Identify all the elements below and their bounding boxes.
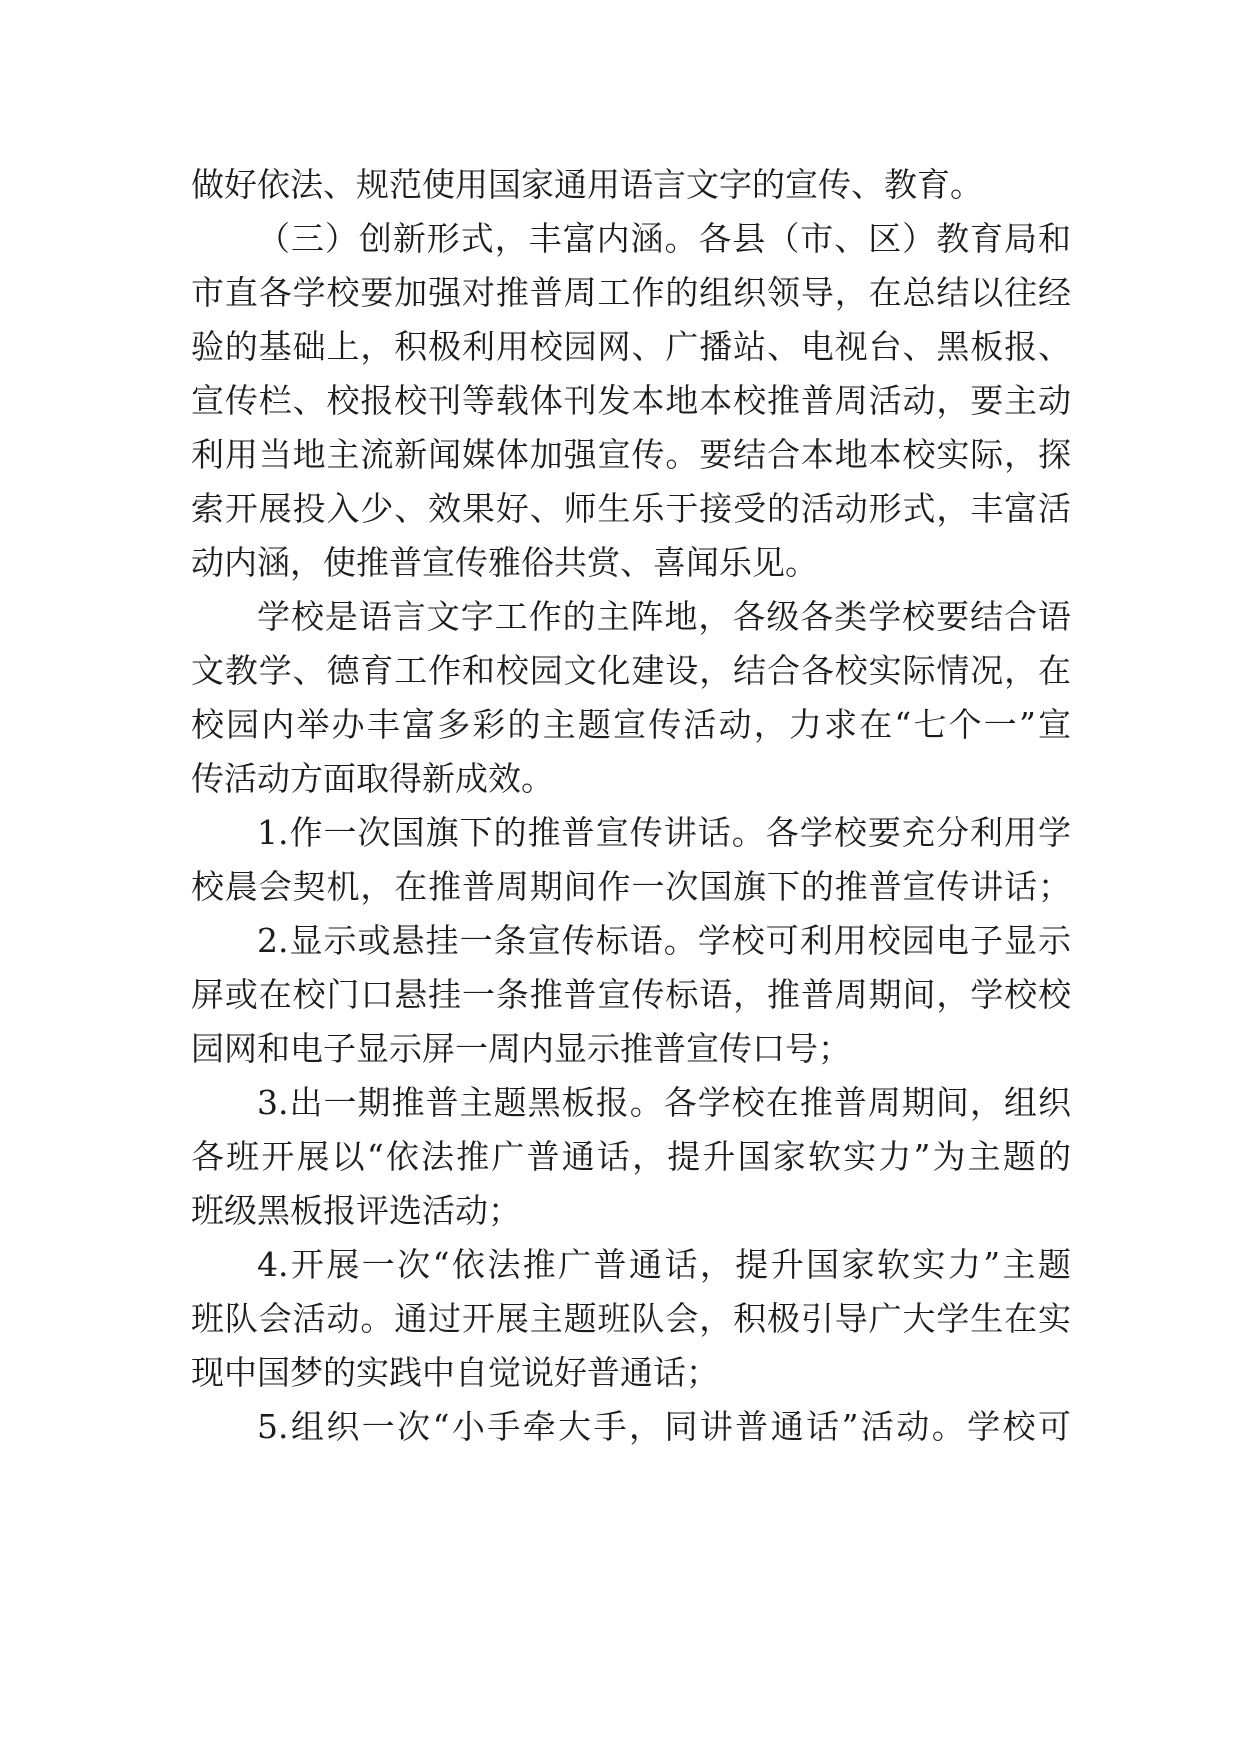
paragraph-line: （三）创新形式，丰富内涵。各县（市、区）教育局和 bbox=[257, 219, 1071, 258]
paragraph-line: 做好依法、规范使用国家通用语言文字的宣传、教育。 bbox=[191, 165, 983, 204]
list-item bbox=[191, 1238, 1071, 1400]
list-item-line: 校晨会契机，在推普周期间作一次国旗下的推普宣传讲话； bbox=[191, 867, 1071, 906]
schools-paragraph bbox=[191, 590, 1071, 806]
list-item-line: 各班开展以“依法推广普通话，提升国家软实力”为主题的 bbox=[191, 1137, 1071, 1176]
list-item bbox=[191, 806, 1071, 914]
paragraph-line: 宣传栏、校报校刊等载体刊发本地本校推普周活动，要主动 bbox=[191, 381, 1071, 420]
paragraph-line: 学校是语言文字工作的主阵地，各级各类学校要结合语 bbox=[257, 597, 1071, 636]
list-item-line: 2.显示或悬挂一条宣传标语。学校可利用校园电子显示 bbox=[257, 921, 1071, 960]
document-body bbox=[191, 158, 1071, 1454]
list-item-line: 5.组织一次“小手牵大手，同讲普通话”活动。学校可 bbox=[257, 1407, 1071, 1446]
list-item bbox=[191, 1400, 1071, 1454]
list-item-line: 4.开展一次“依法推广普通话，提升国家软实力”主题 bbox=[257, 1245, 1071, 1284]
paragraph-line: 文教学、德育工作和校园文化建设，结合各校实际情况，在 bbox=[191, 651, 1071, 690]
section-3-paragraph bbox=[191, 212, 1071, 590]
list-item-line: 屏或在校门口悬挂一条推普宣传标语，推普周期间，学校校 bbox=[191, 975, 1071, 1014]
list-item bbox=[191, 1076, 1071, 1238]
paragraph-line: 传活动方面取得新成效。 bbox=[191, 759, 554, 798]
list-item-line: 班队会活动。通过开展主题班队会，积极引导广大学生在实 bbox=[191, 1299, 1071, 1338]
paragraph-line: 动内涵，使推普宣传雅俗共赏、喜闻乐见。 bbox=[191, 543, 818, 582]
list-item-line: 现中国梦的实践中自觉说好普通话； bbox=[191, 1353, 719, 1392]
list-item-line: 1.作一次国旗下的推普宣传讲话。各学校要充分利用学 bbox=[257, 813, 1071, 852]
paragraph-line: 验的基础上，积极利用校园网、广播站、电视台、黑板报、 bbox=[191, 327, 1071, 366]
paragraph-line: 市直各学校要加强对推普周工作的组织领导，在总结以往经 bbox=[191, 273, 1071, 312]
list-item-line: 园网和电子显示屏一周内显示推普宣传口号； bbox=[191, 1029, 851, 1068]
paragraph-line: 索开展投入少、效果好、师生乐于接受的活动形式，丰富活 bbox=[191, 489, 1071, 528]
list-item-line: 3.出一期推普主题黑板报。各学校在推普周期间，组织 bbox=[257, 1083, 1071, 1122]
list-item bbox=[191, 914, 1071, 1076]
list-item-line: 班级黑板报评选活动； bbox=[191, 1191, 521, 1230]
paragraph-line: 校园内举办丰富多彩的主题宣传活动，力求在“七个一”宣 bbox=[191, 705, 1071, 744]
paragraph-line: 利用当地主流新闻媒体加强宣传。要结合本地本校实际，探 bbox=[191, 435, 1071, 474]
